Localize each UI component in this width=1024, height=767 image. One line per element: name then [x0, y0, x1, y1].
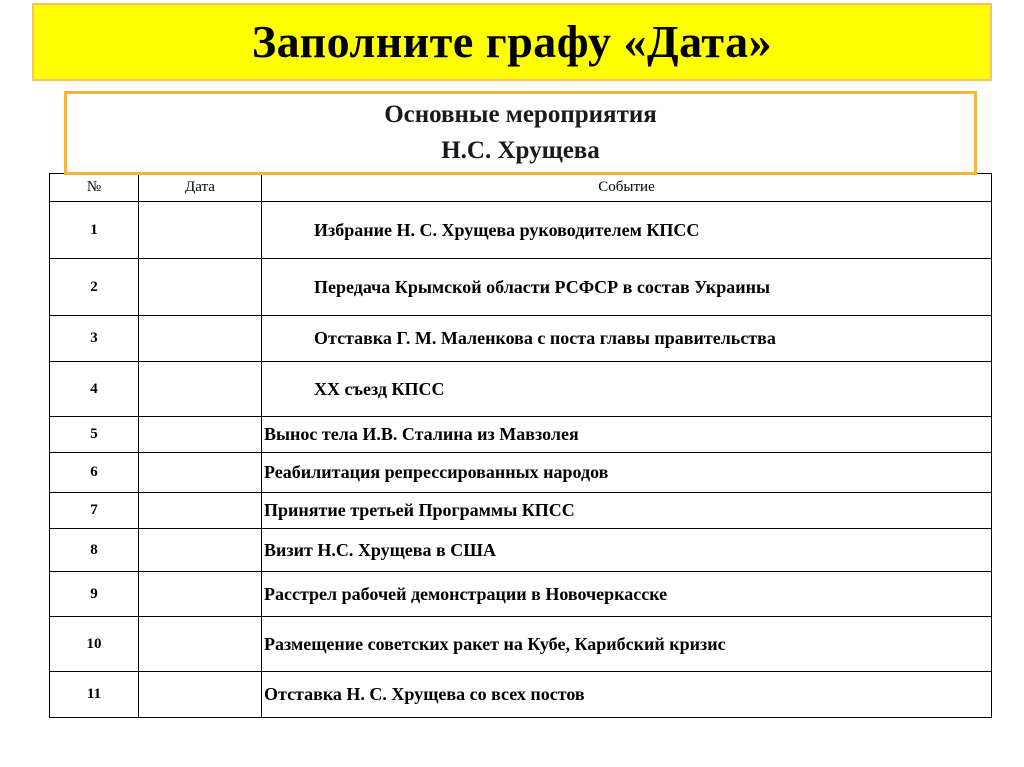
row-number: 4 [50, 362, 139, 417]
row-number: 7 [50, 493, 139, 529]
row-number: 2 [50, 259, 139, 316]
event-cell: Избрание Н. С. Хрущева руководителем КПСС [262, 202, 992, 259]
title-banner [32, 3, 992, 81]
table-row [50, 493, 992, 529]
event-cell: Принятие третьей Программы КПСС [262, 493, 992, 529]
date-cell[interactable] [139, 617, 262, 672]
row-number: 8 [50, 529, 139, 572]
row-number: 3 [50, 316, 139, 362]
row-number: 10 [50, 617, 139, 672]
events-table-wrapper [49, 173, 991, 718]
date-cell[interactable] [139, 202, 262, 259]
event-cell: Реабилитация репрессированных народов [262, 453, 992, 493]
date-cell[interactable] [139, 259, 262, 316]
table-row [50, 572, 992, 617]
event-cell: Размещение советских ракет на Кубе, Карибский кризис [262, 617, 992, 672]
table-row [50, 417, 992, 453]
event-cell: Отставка Н. С. Хрущева со всех постов [262, 672, 992, 718]
table-row [50, 672, 992, 718]
row-number: 1 [50, 202, 139, 259]
date-cell[interactable] [139, 453, 262, 493]
table-row [50, 259, 992, 316]
page-title: Заполните графу «Дата» [251, 15, 773, 67]
row-number: 6 [50, 453, 139, 493]
event-cell: Отставка Г. М. Маленкова с поста главы правительства [262, 316, 992, 362]
date-cell[interactable] [139, 417, 262, 453]
table-row [50, 202, 992, 259]
table-row [50, 529, 992, 572]
row-number: 11 [50, 672, 139, 718]
header-event: Событие [262, 174, 992, 202]
event-cell: XX съезд КПСС [262, 362, 992, 417]
table-header-row [50, 174, 992, 202]
event-cell: Расстрел рабочей демонстрации в Новочеркасске [262, 572, 992, 617]
event-cell: Вынос тела И.В. Сталина из Мавзолея [262, 417, 992, 453]
events-table [49, 173, 992, 718]
table-row [50, 316, 992, 362]
date-cell[interactable] [139, 316, 262, 362]
event-cell: Передача Крымской области РСФСР в состав Украины [262, 259, 992, 316]
table-row [50, 617, 992, 672]
row-number: 5 [50, 417, 139, 453]
event-cell: Визит Н.С. Хрущева в США [262, 529, 992, 572]
row-number: 9 [50, 572, 139, 617]
header-date: Дата [139, 174, 262, 202]
date-cell[interactable] [139, 493, 262, 529]
subtitle-line-2: Н.С. Хрущева [441, 137, 600, 164]
table-row [50, 453, 992, 493]
date-cell[interactable] [139, 572, 262, 617]
date-cell[interactable] [139, 362, 262, 417]
subtitle-line-1: Основные мероприятия [384, 101, 657, 128]
date-cell[interactable] [139, 529, 262, 572]
header-num: № [50, 174, 139, 202]
subtitle-box [64, 91, 977, 175]
date-cell[interactable] [139, 672, 262, 718]
table-row [50, 362, 992, 417]
